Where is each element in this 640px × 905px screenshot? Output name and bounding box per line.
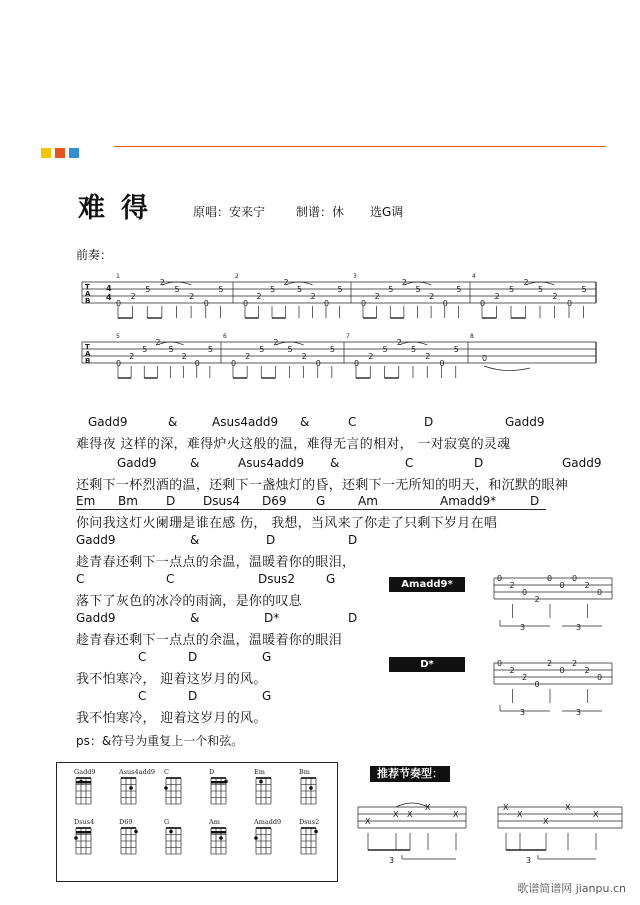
measure-number: 6 <box>223 333 227 340</box>
chord-symbol: & <box>300 415 310 429</box>
tab-number: 0 <box>597 588 603 597</box>
tab-number: 2 <box>396 338 402 347</box>
barre <box>76 831 91 834</box>
song-title: 难得 <box>78 193 164 224</box>
tab-clef-letter: A <box>85 290 91 298</box>
tab-number: 0 <box>203 299 209 308</box>
chord-symbol: Gadd9 <box>505 415 545 429</box>
rhythm-mark: X <box>593 810 599 819</box>
triplet-number: 3 <box>520 623 526 632</box>
tab-number: 2 <box>245 352 251 361</box>
key-label: 选G调 <box>370 205 404 219</box>
chord-diagram-name: G <box>164 818 170 826</box>
chord-symbol: Gadd9 <box>88 415 128 429</box>
lyric-line: 你问我这灯火阑珊是谁在感 伤， 我想，当风来了你走了只剩下岁月在唱 <box>76 516 498 531</box>
tab-number: 2 <box>129 352 135 361</box>
barre <box>211 781 226 784</box>
special-chord-tabs <box>480 570 620 730</box>
tab-number: 2 <box>256 292 262 301</box>
tab-number: 0 <box>559 666 565 675</box>
tab-number: 0 <box>354 359 360 368</box>
chord-symbol: D <box>166 494 176 508</box>
tab-number: 2 <box>522 673 528 682</box>
tab-number: 0 <box>547 574 553 583</box>
tab-number: 5 <box>382 345 388 354</box>
tab-number: 2 <box>534 595 540 604</box>
tab-number: 2 <box>283 278 289 287</box>
tab-number: 0 <box>497 574 503 583</box>
chord-symbol: G <box>262 650 272 664</box>
intro-label: 前奏： <box>76 248 113 262</box>
chord-line-underline <box>76 509 546 510</box>
rhythm-patterns <box>356 795 626 875</box>
rhythm-mark: X <box>365 817 371 826</box>
tab-number: 2 <box>301 352 307 361</box>
measure-number: 4 <box>472 273 476 280</box>
tab-number: 0 <box>231 359 237 368</box>
tab-number: 2 <box>374 292 380 301</box>
tab-number: 5 <box>453 345 459 354</box>
tab-number: 5 <box>415 285 421 294</box>
tie <box>396 803 428 807</box>
finger-dot <box>129 786 133 790</box>
tab-number: 0 <box>559 581 565 590</box>
ps-note: ps：&符号为重复上一个和弦。 <box>76 734 244 748</box>
rhythm-mark: X <box>425 803 431 812</box>
tab-clef-letter: T <box>85 343 90 351</box>
tab-number: 0 <box>480 299 486 308</box>
triplet-number: 3 <box>576 623 582 632</box>
chord-symbol: Gadd9 <box>117 456 157 470</box>
chord-symbol: D <box>424 415 434 429</box>
rhythm-mark: X <box>565 803 571 812</box>
rhythm-mark: X <box>393 810 399 819</box>
tab-number: 2 <box>572 659 578 668</box>
rhythm-mark: X <box>503 803 509 812</box>
tab-number: 2 <box>159 278 165 287</box>
chord-symbol: C <box>138 650 147 664</box>
triplet-number: 3 <box>520 708 526 717</box>
chord-diagram-name: D69 <box>119 818 133 826</box>
tab-number: 5 <box>411 345 417 354</box>
measure-number: 1 <box>116 273 120 280</box>
tab-number: 2 <box>552 292 558 301</box>
chord-symbol: C <box>166 572 175 586</box>
measure-number: 7 <box>346 333 350 340</box>
chord-symbol: & <box>190 456 200 470</box>
chord-diagram-name: Dsus2 <box>299 818 320 826</box>
barre <box>211 831 226 834</box>
tab-number: 0 <box>442 299 448 308</box>
measure-number: 8 <box>470 333 474 340</box>
original-singer: 原唱：安来宁 <box>193 205 266 219</box>
tab-number: 5 <box>270 285 276 294</box>
chord-symbol: Dsus4 <box>203 494 240 508</box>
chord-diagram-name: Amadd9 <box>254 818 282 826</box>
tab-number: 2 <box>189 292 195 301</box>
tab-number: 2 <box>509 666 515 675</box>
tab-number: 0 <box>116 359 122 368</box>
triplet-number: 3 <box>576 708 582 717</box>
lyric-line: 我不怕寒冷， 迎着这岁月的风。 <box>76 672 267 687</box>
chord-symbol: Em <box>76 494 96 508</box>
tab-number: 0 <box>567 299 573 308</box>
tab-number: 5 <box>329 345 335 354</box>
chord-diagram-name: Asus4add9 <box>119 768 156 776</box>
tab-number: 5 <box>142 345 148 354</box>
tab-clef-letter: T <box>85 283 90 291</box>
tab-number: 5 <box>337 285 343 294</box>
arranger: 制谱：休 <box>296 205 345 219</box>
tab-number: 0 <box>534 680 540 689</box>
chord-diagram-name: C <box>164 768 169 776</box>
tab-number: 0 <box>324 299 330 308</box>
rhythm-mark: X <box>517 810 523 819</box>
tab-number: 2 <box>584 581 590 590</box>
tab-number: 2 <box>130 292 136 301</box>
measure-number: 2 <box>235 273 239 280</box>
time-signature: 4 <box>106 293 112 302</box>
chord-symbol: G <box>262 689 272 703</box>
tab-number: 0 <box>482 354 488 363</box>
chord-symbol: C <box>76 572 85 586</box>
chord-symbol: Gadd9 <box>76 533 116 547</box>
tab-number: 5 <box>388 285 394 294</box>
lyric-line: 落下了灰色的冰冷的雨滴，是你的叹息 <box>76 594 303 609</box>
tab-number: 2 <box>368 352 374 361</box>
rhythm-label: 推荐节奏型： <box>370 766 450 782</box>
chord-label-amadd9-star: Amadd9* <box>389 577 465 592</box>
chord-symbol: C <box>138 689 147 703</box>
measure-number: 3 <box>353 273 357 280</box>
lyric-line: 我不怕寒冷， 迎着这岁月的风。 <box>76 711 267 726</box>
measure-number: 5 <box>116 333 120 340</box>
chord-symbol: D <box>266 533 276 547</box>
tab-number: 5 <box>581 285 587 294</box>
tab-number: 2 <box>273 338 279 347</box>
tab-number: 5 <box>145 285 151 294</box>
finger-dot <box>134 830 138 834</box>
tab-number: 2 <box>523 278 529 287</box>
chord-symbol: & <box>168 415 178 429</box>
tab-number: 0 <box>597 673 603 682</box>
tab-number: 5 <box>297 285 303 294</box>
tab-number: 0 <box>572 574 578 583</box>
chord-symbol: D <box>188 689 198 703</box>
lyric-line: 趁青春还剩下一点点的余温，温暖着你的眼泪， <box>76 555 356 570</box>
tab-number: 5 <box>456 285 462 294</box>
chord-symbol: Amadd9* <box>440 494 497 508</box>
chord-symbol: C <box>405 456 414 470</box>
chord-symbol: Gadd9 <box>562 456 602 470</box>
chord-symbol: D* <box>264 611 280 625</box>
lyric-line: 趁青春还剩下一点点的余温，温暖着你的眼泪 <box>76 633 343 648</box>
tab-number: 2 <box>494 292 500 301</box>
tab-number: 2 <box>547 659 553 668</box>
tab-number: 0 <box>315 359 321 368</box>
tab-number: 0 <box>243 299 249 308</box>
tab-number: 2 <box>401 278 407 287</box>
chord-symbol: & <box>330 456 340 470</box>
triplet-number: 3 <box>389 856 395 865</box>
tab-number: 0 <box>522 588 528 597</box>
finger-dot <box>169 830 173 834</box>
chord-diagram-name: Bm <box>299 768 310 776</box>
chord-symbol: G <box>326 572 336 586</box>
chord-symbol: & <box>190 533 200 547</box>
tab-number: 5 <box>174 285 180 294</box>
barre <box>76 781 91 784</box>
chord-symbol: D69 <box>262 494 287 508</box>
tab-number: 2 <box>429 292 435 301</box>
chord-diagram-name: Dsus4 <box>74 818 95 826</box>
rhythm-mark: X <box>453 810 459 819</box>
tab-clef-letter: B <box>85 357 91 365</box>
chord-diagram-name: D <box>209 768 215 776</box>
chord-symbol: Asus4add9 <box>212 415 279 429</box>
chord-diagrams <box>56 762 338 882</box>
lyric-line: 难得夜 这样的深，难得炉火这般的温，难得无言的相对， 一对寂寞的灵魂 <box>76 437 511 452</box>
tab-number: 2 <box>181 352 187 361</box>
chord-symbol: & <box>190 611 200 625</box>
chord-diagram-name: Em <box>254 768 265 776</box>
finger-dot <box>309 786 313 790</box>
rhythm-mark: X <box>543 817 549 826</box>
tab-number: 5 <box>168 345 174 354</box>
chord-symbol: Am <box>358 494 378 508</box>
chord-symbol: D <box>188 650 198 664</box>
finger-dot <box>219 836 223 840</box>
intro-tab-staff <box>0 0 640 400</box>
tab-number: 5 <box>509 285 515 294</box>
finger-dot <box>254 836 258 840</box>
chord-symbol: Bm <box>118 494 138 508</box>
chord-diagram-name: Gadd9 <box>74 768 96 776</box>
chord-symbol: D <box>348 611 358 625</box>
tab-number: 0 <box>194 359 200 368</box>
triplet-number: 3 <box>526 856 532 865</box>
tab-number: 0 <box>361 299 367 308</box>
chord-diagram-name: Am <box>209 818 220 826</box>
tab-number: 0 <box>116 299 122 308</box>
tab-number: 5 <box>287 345 293 354</box>
tab-clef-letter: A <box>85 350 91 358</box>
tab-number: 5 <box>218 285 224 294</box>
rhythm-mark: X <box>407 810 413 819</box>
chord-symbol: G <box>316 494 326 508</box>
chord-symbol: D <box>474 456 484 470</box>
chord-symbol: D <box>530 494 540 508</box>
tab-number: 0 <box>497 659 503 668</box>
finger-dot <box>74 836 78 840</box>
tab-number: 2 <box>310 292 316 301</box>
finger-dot <box>259 780 263 784</box>
tab-number: 0 <box>439 359 445 368</box>
lyric-line: 还剩下一杯烈酒的温，还剩下一盏烛灯的昏，还剩下一无所知的明天，和沉默的眼神 <box>76 478 569 493</box>
tab-number: 5 <box>207 345 213 354</box>
tab-number: 5 <box>259 345 265 354</box>
tab-number: 5 <box>538 285 544 294</box>
chord-symbol: Gadd9 <box>76 611 116 625</box>
chord-symbol: D <box>348 533 358 547</box>
tab-clef-letter: B <box>85 297 91 305</box>
finger-dot <box>164 786 168 790</box>
footer-watermark: 歌谱简谱网 jianpu.cn <box>517 882 626 895</box>
chord-label-d-star: D* <box>389 657 465 672</box>
chord-symbol: Dsus2 <box>258 572 295 586</box>
tab-number: 2 <box>155 338 161 347</box>
chord-symbol: C <box>348 415 357 429</box>
finger-dot <box>314 830 318 834</box>
tab-number: 2 <box>584 666 590 675</box>
chord-symbol: Asus4add9 <box>238 456 305 470</box>
tie <box>484 366 530 371</box>
tab-number: 2 <box>425 352 431 361</box>
tab-number: 2 <box>509 581 515 590</box>
time-signature: 4 <box>106 284 112 293</box>
